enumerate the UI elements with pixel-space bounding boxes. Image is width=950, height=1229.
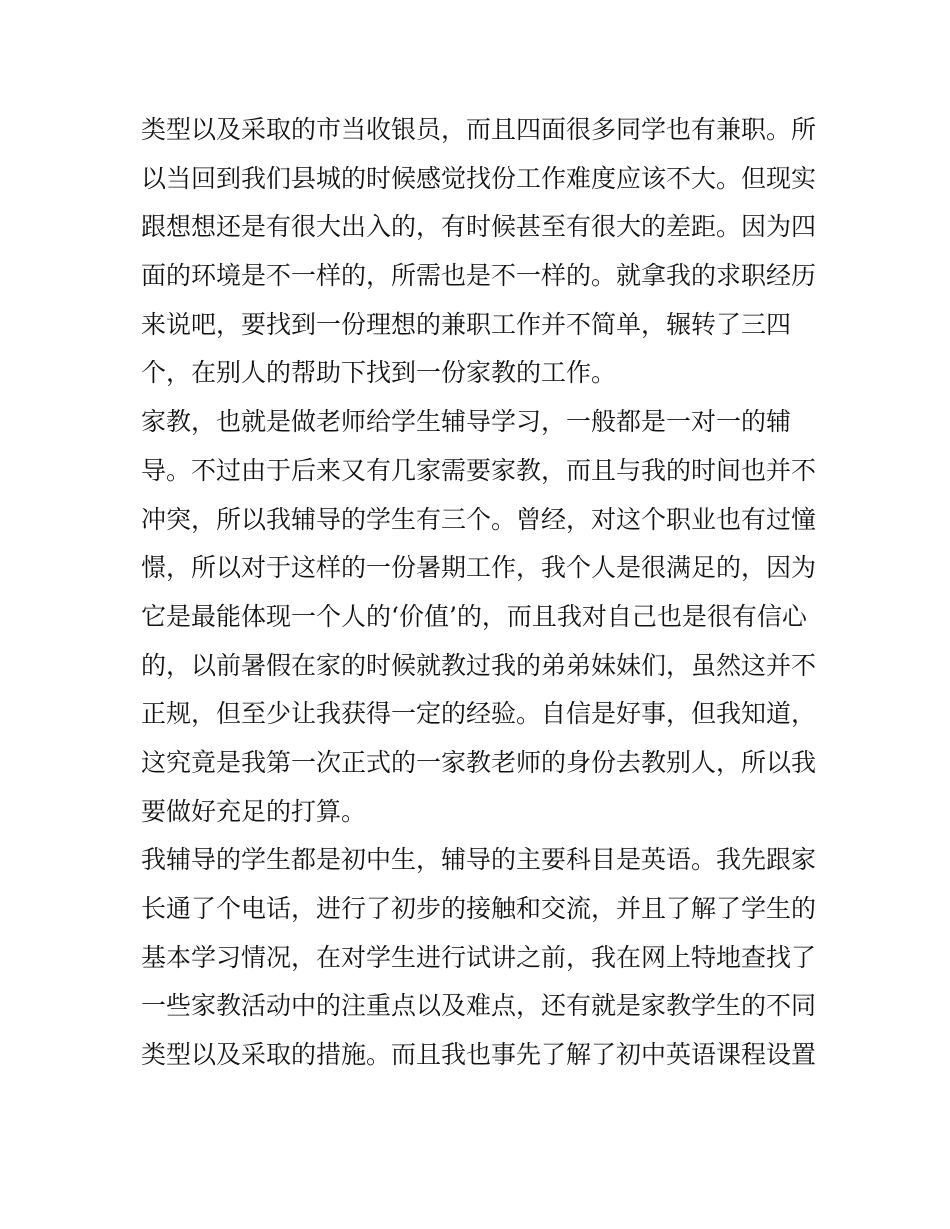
text-line: 家教，也就是做老师给学生辅导学习，一般都是一对一的辅 [141,407,792,437]
text-line: 跟想想还是有很大出入的，有时候甚至有很大的差距。因为四 [141,212,817,242]
text-line: 我辅导的学生都是初中生，辅导的主要科目是英语。我先跟家 [141,845,817,875]
text-line: 正规，但至少让我获得一定的经验。自信是好事，但我知道， [141,699,817,729]
text-line: 这究竟是我第一次正式的一家教老师的身份去教别人，所以我 [141,747,817,777]
text-line: 类型以及采取的措施。而且我也事先了解了初中英语课程设置 [141,1040,817,1070]
text-line: 憬，所以对于这样的一份暑期工作，我个人是很满足的，因为 [141,553,817,583]
body-text [141,106,821,1080]
text-line: 个，在别人的帮助下找到一份家教的工作。 [141,358,617,388]
text-line: 它是最能体现一个人的‘价值’的，而且我对自己也是很有信心 [141,601,807,631]
text-line: 来说吧，要找到一份理想的兼职工作并不简单，辗转了三四 [141,309,792,339]
text-line: 导。不过由于后来又有几家需要家教，而且与我的时间也并不 [141,455,817,485]
text-line: 以当回到我们县城的时候感觉找份工作难度应该不大。但现实 [141,163,817,193]
text-line: 长通了个电话，进行了初步的接触和交流，并且了解了学生的 [141,894,817,923]
text-line: 面的环境是不一样的，所需也是不一样的。就拿我的求职经历 [141,261,817,291]
text-line: 要做好充足的打算。 [141,796,367,826]
text-line: 类型以及采取的市当收银员，而且四面很多同学也有兼职。所 [141,115,817,144]
text-line: 一些家教活动中的注重点以及难点，还有就是家教学生的不同 [141,991,817,1021]
text-line: 基本学习情况，在对学生进行试讲之前，我在网上特地查找了 [141,942,817,972]
text-line: 的，以前暑假在家的时候就教过我的弟弟妹妹们，虽然这并不 [141,650,817,680]
text-line: 冲突，所以我辅导的学生有三个。曾经，对这个职业也有过憧 [141,504,817,534]
